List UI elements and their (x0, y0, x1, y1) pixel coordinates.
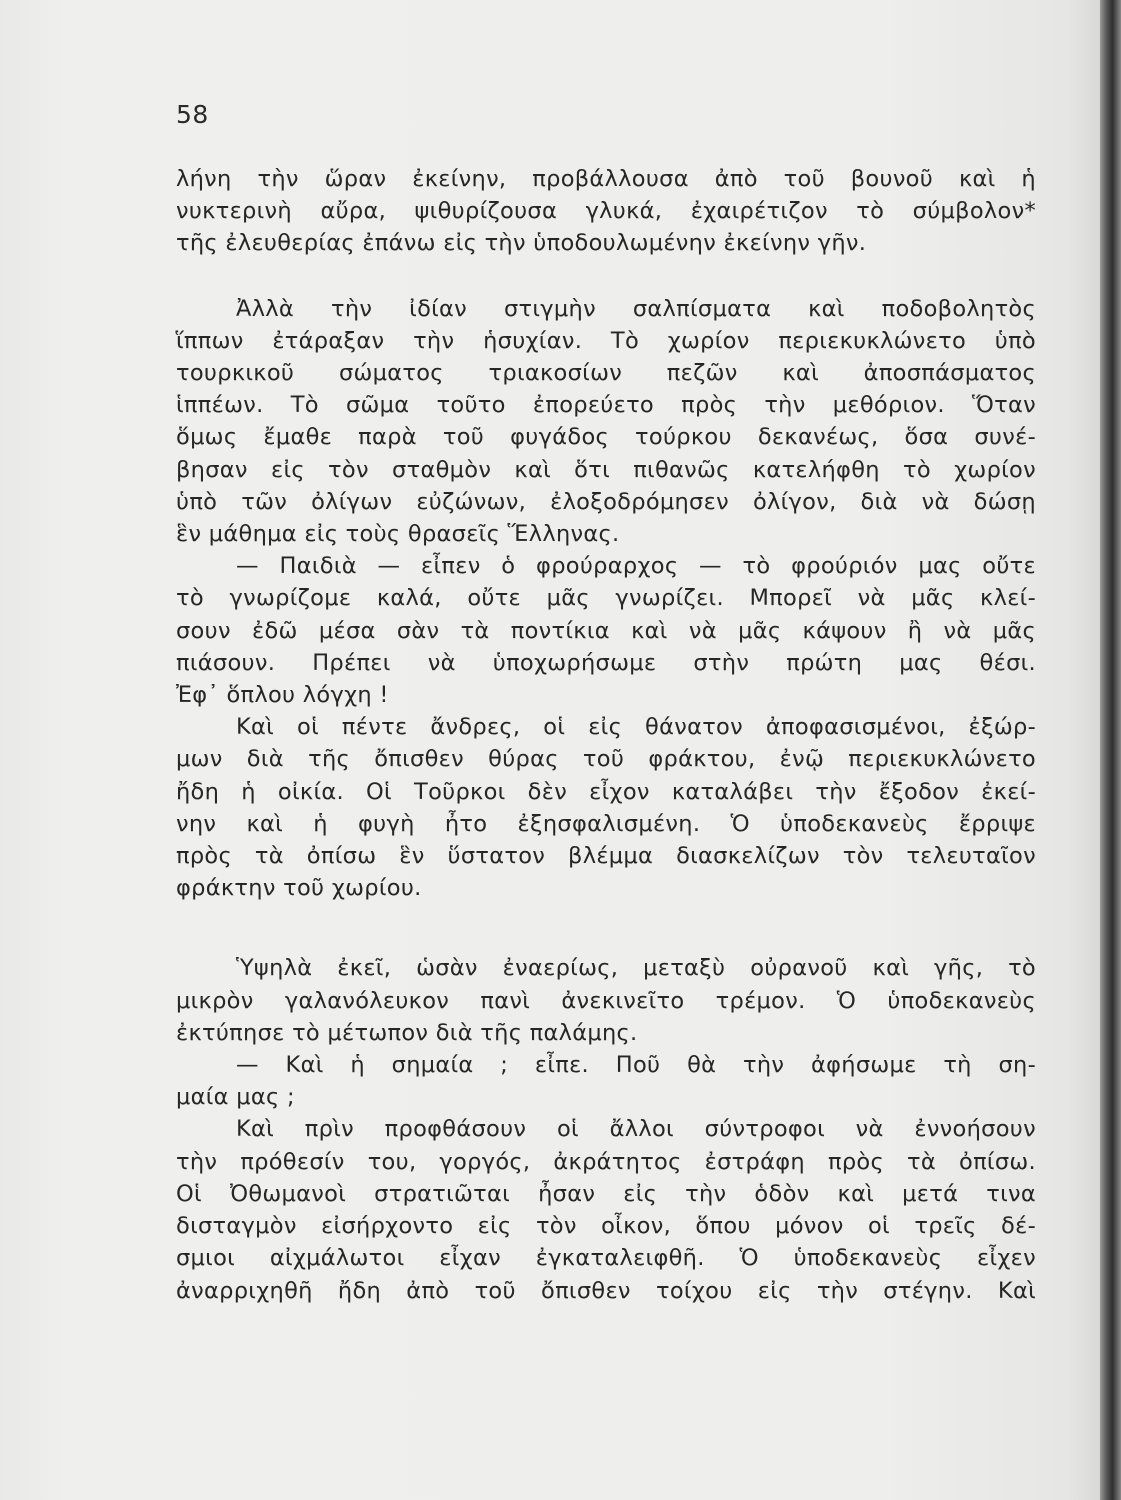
text-line: ἤδη ἡ οἰκία. Οἱ Τοῦρκοι δὲν εἶχον καταλάβει τὴν ἔξοδον ἐκεί- (176, 778, 1036, 805)
text-line: ὅμως ἔμαθε παρὰ τοῦ φυγάδος τούρκου δεκανέως, ὅσα συνέ- (176, 424, 1036, 451)
text-line: ἐκτύπησε τὸ μέτωπον διὰ τῆς παλάμης. (176, 1019, 638, 1046)
text-line: ἓν μάθημα εἰς τοὺς θρασεῖς Ἕλληνας. (176, 521, 620, 548)
text-line: τῆς ἐλευθερίας ἐπάνω εἰς τὴν ὑποδουλωμένην ἐκείνην γῆν. (176, 230, 867, 257)
text-line: βησαν εἰς τὸν σταθμὸν καὶ ὅτι πιθανῶς κατελήφθη τὸ χωρίον (176, 456, 1036, 483)
text-line: σουν ἐδῶ μέσα σὰν τὰ ποντίκια καὶ νὰ μᾶς κάψουν ἢ νὰ μᾶς (176, 617, 1036, 644)
text-line: πρὸς τὰ ὀπίσω ἓν ὕστατον βλέμμα διασκελίζων τὸν τελευταῖον (176, 843, 1036, 870)
text-line: νυκτερινὴ αὔρα, ψιθυρίζουσα γλυκά, ἐχαιρέτιζον τὸ σύμβολον* (176, 198, 1036, 225)
text-line: Ἐφ᾿ ὅπλου λόγχη ! (176, 682, 389, 709)
text-line: Ἀλλὰ τὴν ἰδίαν στιγμὴν σαλπίσματα καὶ ποδοβολητὸς (236, 295, 1036, 322)
book-spine-shadow (1100, 0, 1121, 1500)
text-line: Καὶ πρὶν προφθάσουν οἱ ἄλλοι σύντροφοι νὰ ἐννοήσουν (236, 1116, 1036, 1143)
page-number: 58 (176, 100, 209, 129)
text-line: ἵππων ἐτάραξαν τὴν ἡσυχίαν. Τὸ χωρίον περιεκυκλώνετο ὑπὸ (176, 327, 1036, 354)
text-line: — Καὶ ἡ σημαία ; εἶπε. Ποῦ θὰ τὴν ἀφήσωμε τὴ ση- (236, 1052, 1036, 1079)
text-line: φράκτην τοῦ χωρίου. (176, 875, 422, 902)
text-line: ἱππέων. Τὸ σῶμα τοῦτο ἐπορεύετο πρὸς τὴν μεθόριον. Ὅταν (176, 392, 1036, 419)
text-line: δισταγμὸν εἰσήρχοντο εἰς τὸν οἶκον, ὅπου μόνον οἱ τρεῖς δέ- (176, 1213, 1036, 1240)
text-line: Ὑψηλὰ ἐκεῖ, ὡσὰν ἐναερίως, μεταξὺ οὐρανοῦ καὶ γῆς, τὸ (236, 955, 1036, 982)
text-line: τουρκικοῦ σώματος τριακοσίων πεζῶν καὶ ἀποσπάσματος (176, 360, 1036, 387)
text-line: — Παιδιὰ — εἶπεν ὁ φρούραρχος — τὸ φρούριόν μας οὔτε (236, 553, 1036, 580)
text-line: μων διὰ τῆς ὄπισθεν θύρας τοῦ φράκτου, ἐνῷ περιεκυκλώνετο (176, 746, 1036, 773)
section-gap (176, 904, 1036, 952)
body-text (176, 163, 1036, 1307)
text-line: μαία μας ; (176, 1084, 295, 1111)
text-line: τὴν πρόθεσίν του, γοργός, ἀκράτητος ἐστράφη πρὸς τὰ ὀπίσω. (176, 1148, 1036, 1175)
text-line: Οἱ Ὀθωμανοὶ στρατιῶται ἦσαν εἰς τὴν ὁδὸν καὶ μετά τινα (176, 1180, 1036, 1207)
text-line: πιάσουν. Πρέπει νὰ ὑποχωρήσωμε στὴν πρώτη μας θέσι. (176, 649, 1036, 676)
text-line: ὑπὸ τῶν ὀλίγων εὐζώνων, ἐλοξοδρόμησεν ὀλίγον, διὰ νὰ δώσῃ (176, 488, 1036, 515)
text-line: μικρὸν γαλανόλευκον πανὶ ἀνεκινεῖτο τρέμον. Ὁ ὑποδεκανεὺς (176, 987, 1036, 1014)
text-line: νην καὶ ἡ φυγὴ ἦτο ἐξησφαλισμένη. Ὁ ὑποδεκανεὺς ἔρριψε (176, 810, 1036, 837)
text-line: ἀναρριχηθῆ ἤδη ἀπὸ τοῦ ὄπισθεν τοίχου εἰς τὴν στέγην. Καὶ (176, 1277, 1036, 1304)
text-line: λήνη τὴν ὥραν ἐκείνην, προβάλλουσα ἀπὸ τοῦ βουνοῦ καὶ ἡ (176, 166, 1036, 192)
paragraph-gap (176, 260, 1036, 293)
text-line: Καὶ οἱ πέντε ἄνδρες, οἱ εἰς θάνατον ἀποφασισμένοι, ἐξώρ- (236, 714, 1036, 741)
text-line: τὸ γνωρίζομε καλά, οὔτε μᾶς γνωρίζει. Μπορεῖ νὰ μᾶς κλεί- (176, 585, 1036, 612)
text-line: σμιοι αἰχμάλωτοι εἶχαν ἐγκαταλειφθῆ. Ὁ ὑποδεκανεὺς εἶχεν (176, 1245, 1036, 1272)
